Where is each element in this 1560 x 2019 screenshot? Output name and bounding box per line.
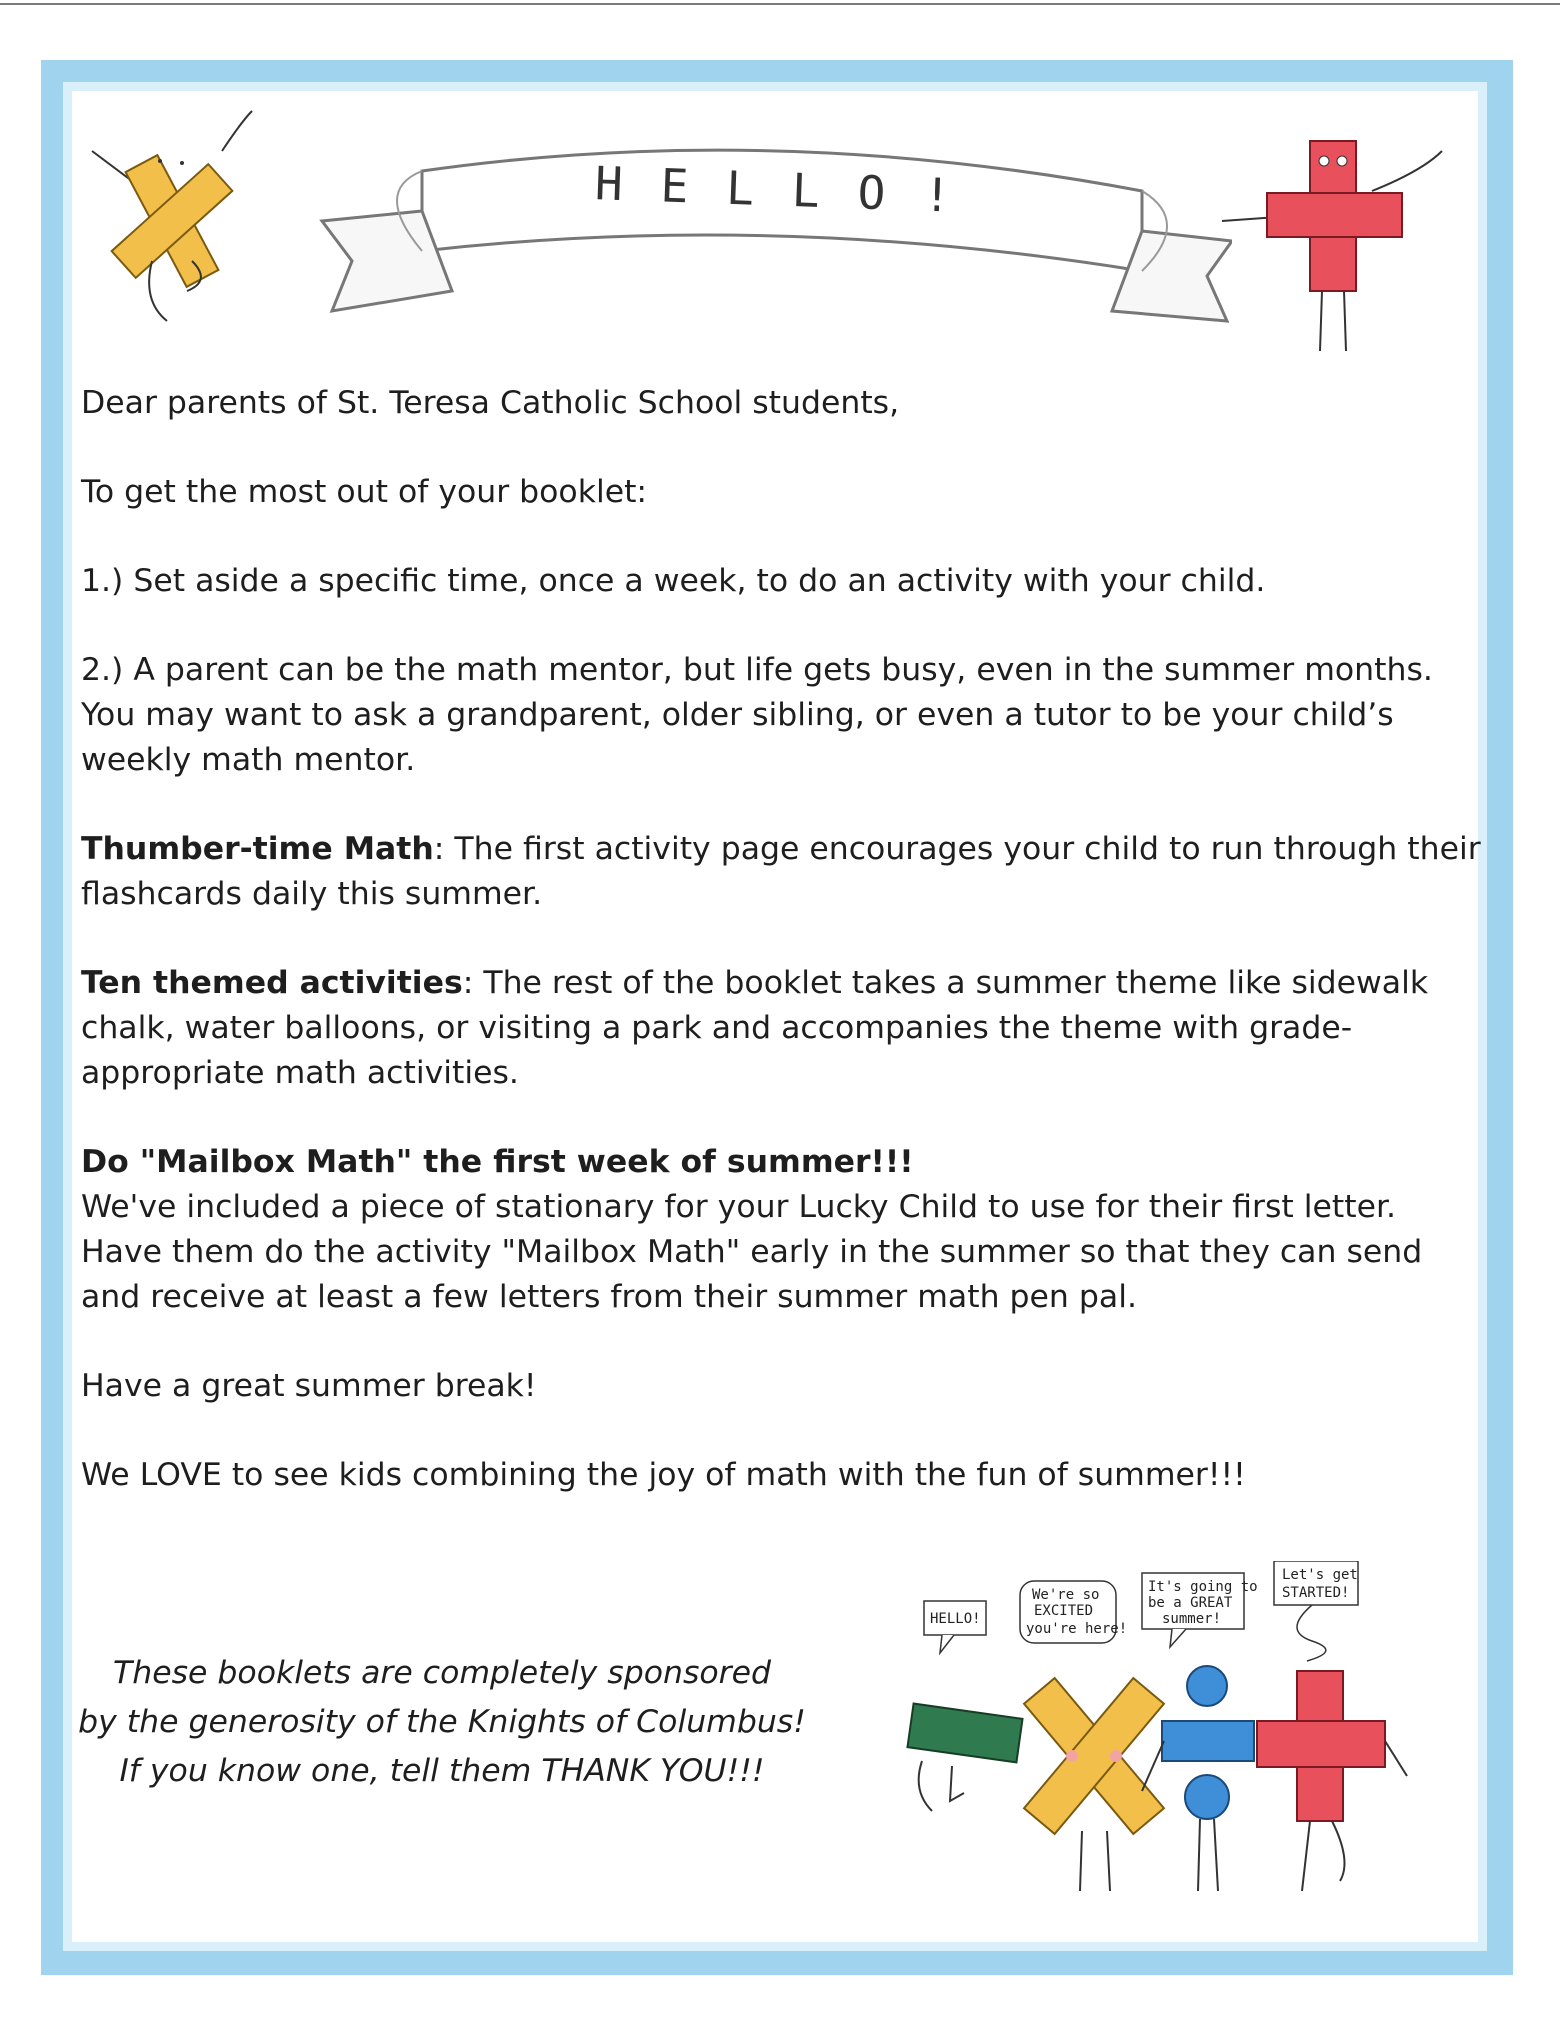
letter-body	[81, 381, 1481, 1542]
greeting: Dear parents of St. Teresa Catholic School students,	[81, 385, 900, 421]
step-2: 2.) A parent can be the math mentor, but life gets busy, even in the summer months. You may want to ask a grandparent, older sibling, or even a tutor to be your child’s weekly math mentor.	[81, 652, 1433, 778]
thumber-title: Thumber-time Math	[81, 831, 434, 867]
thumber-text: : The first activity page encourages your child to run through their flashcards daily this summer.	[81, 831, 1481, 912]
bubble-divide-line-1: It's going to	[1148, 1579, 1258, 1595]
themed-title: Ten themed activities	[81, 965, 463, 1001]
speech-bubble-plus	[1274, 1561, 1358, 1661]
thumber-paragraph	[81, 827, 1481, 917]
bubble-times-line-3: you're here!	[1026, 1621, 1128, 1637]
mailbox-text: We've included a piece of stationary for your Lucky Child to use for their first letter. Have them do the activity "Mailbox Math" early in the summer so that they can send and receive at least a few letters from their summer math pen pal.	[81, 1189, 1423, 1315]
bubble-plus-line-1: Let's get	[1282, 1567, 1358, 1583]
times-character-bottom-icon	[1024, 1678, 1164, 1891]
intro-line: To get the most out of your booklet:	[81, 474, 648, 510]
closing-line-2: We LOVE to see kids combining the joy of math with the fun of summer!!!	[81, 1457, 1246, 1493]
math-characters-illustration	[902, 1561, 1422, 1901]
bubble-plus-line-2: STARTED!	[1282, 1585, 1350, 1601]
plus-character-icon	[1222, 121, 1452, 351]
closing-line-1: Have a great summer break!	[81, 1368, 537, 1404]
speech-bubble-divide	[1142, 1573, 1258, 1647]
hello-banner	[312, 131, 1232, 331]
bubble-divide-line-2: be a GREAT	[1148, 1595, 1233, 1611]
speech-bubble-times	[1020, 1581, 1127, 1643]
sponsor-note	[72, 1649, 812, 1796]
plus-character-bottom-icon	[1257, 1671, 1407, 1891]
speech-bubble-minus	[924, 1601, 986, 1653]
banner-title: HELLO!	[594, 156, 990, 224]
scan-edge-line	[0, 3, 1560, 5]
sponsor-line-1: These booklets are completely sponsored	[113, 1655, 771, 1691]
bubble-times-line-1: We're so	[1032, 1587, 1100, 1603]
mailbox-paragraph	[81, 1140, 1481, 1320]
themed-paragraph	[81, 961, 1481, 1096]
bubble-divide-line-3: summer!	[1162, 1611, 1222, 1627]
step-1: 1.) Set aside a specific time, once a week, to do an activity with your child.	[81, 563, 1266, 599]
bubble-times-line-2: EXCITED	[1034, 1603, 1094, 1619]
letter-page	[72, 91, 1481, 1942]
sponsor-line-3: If you know one, tell them THANK YOU!!!	[119, 1753, 765, 1789]
bubble-minus-text: HELLO!	[930, 1611, 981, 1627]
themed-text: : The rest of the booklet takes a summer theme like sidewalk chalk, water balloons, or visiting a park and accompanies the theme with grade-appropriate math activities.	[81, 965, 1429, 1091]
sponsor-line-2: by the generosity of the Knights of Columbus!	[78, 1704, 806, 1740]
times-character-icon	[72, 101, 272, 341]
mailbox-title: Do "Mailbox Math" the first week of summer!!!	[81, 1144, 914, 1180]
minus-character-icon	[907, 1704, 1022, 1811]
